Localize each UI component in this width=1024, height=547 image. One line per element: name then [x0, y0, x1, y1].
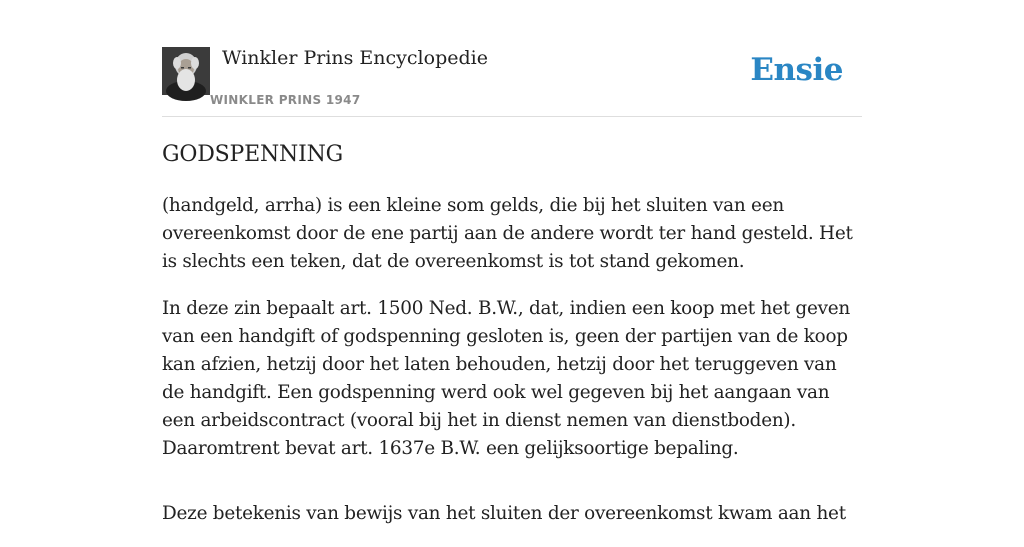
article-paragraph: In deze zin bepaalt art. 1500 Ned. B.W., dat, indien een koop met het geven van een handgift of godspenning gesloten is, geen der partijen van de koop kan afzien, hetzij door het laten behouden, hetzij door het teruggeven van de handgift. Een godspenning werd ook wel gegeven bij het aangaan van een arbeidscontract (vooral bij het in dienst nemen van dienstboden). Daaromtrent bevat art. 1637e B.W. een gelijksoortige bepaling.	[162, 298, 850, 459]
article-title: GODSPENNING	[162, 142, 343, 167]
portrait-avatar-icon	[162, 47, 210, 95]
article-paragraph: Deze betekenis van bewijs van het sluiten der overeenkomst kwam aan het	[162, 503, 846, 524]
brand-logo[interactable]: Ensie	[750, 52, 843, 88]
article-paragraph: (handgeld, arrha) is een kleine som gelds, die bij het sluiten van een overeenkomst door de ene partij aan de andere wordt ter hand gesteld. Het is slechts een teken, dat de overeenkomst is tot stand gekomen.	[162, 195, 853, 272]
source-edition[interactable]: WINKLER PRINS 1947	[210, 93, 361, 107]
source-name[interactable]: Winkler Prins Encyclopedie	[222, 47, 488, 69]
portrait-avatar[interactable]	[162, 47, 210, 95]
article	[162, 140, 862, 547]
source-header	[162, 46, 862, 117]
